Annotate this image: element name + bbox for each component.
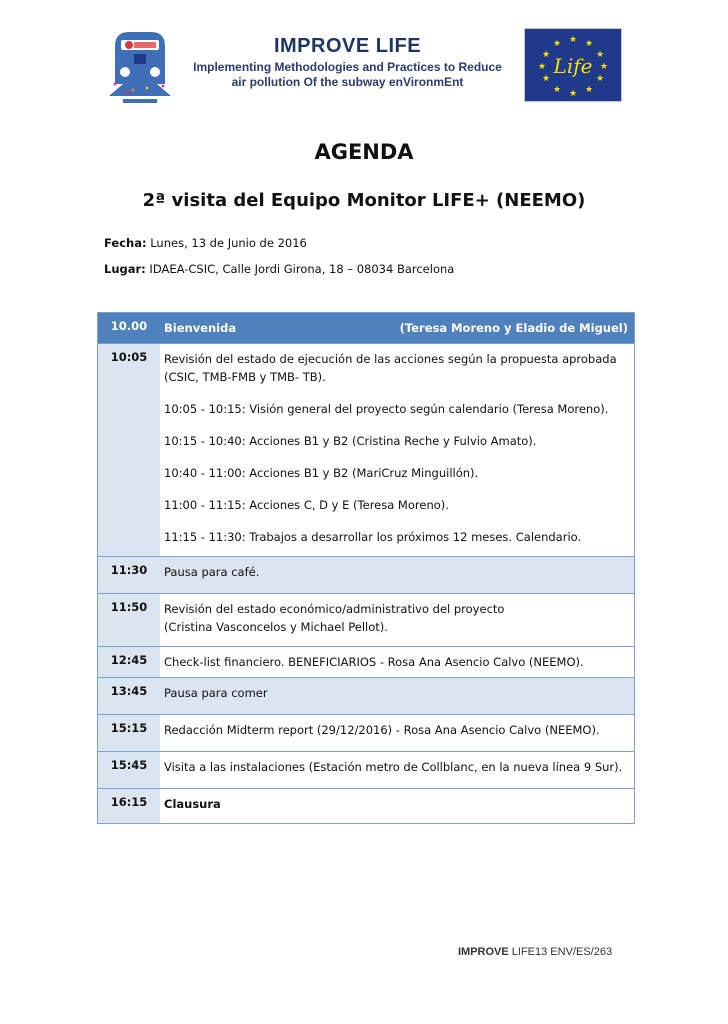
- document-footer: [458, 946, 612, 958]
- svg-text:★: ★: [599, 61, 609, 71]
- date-line: [104, 236, 307, 250]
- time-cell: 15:45: [98, 752, 160, 788]
- description-cell: Check-list financiero. BENEFICIARIOS - Rosa Ana Asencio Calvo (NEEMO).: [164, 655, 584, 669]
- date-label: Fecha:: [104, 236, 147, 250]
- place-label: Lugar:: [104, 262, 146, 276]
- svg-text:★: ★: [584, 38, 594, 48]
- welcome-title: Bienvenida: [164, 321, 237, 335]
- time-cell: 13:45: [98, 678, 160, 714]
- project-subtitle-line2: air pollution Of the subway enVironmEnt: [231, 75, 464, 89]
- sub-item: 10:05 - 10:15: Visión general del proyecto según calendario (Teresa Moreno).: [164, 402, 609, 416]
- time-cell: 10.00: [98, 313, 160, 343]
- project-title: IMPROVE LIFE: [273, 35, 422, 57]
- svg-text:Life: Life: [553, 54, 593, 78]
- place-value: IDAEA-CSIC, Calle Jordi Girona, 18 – 08034 Barcelona: [145, 262, 455, 276]
- project-title-block: [175, 34, 520, 90]
- time-cell: 11:50: [98, 594, 160, 646]
- svg-text:★: ★: [584, 84, 594, 94]
- table-row: [98, 593, 634, 646]
- table-row: [98, 343, 634, 556]
- agenda-table: [97, 312, 635, 824]
- project-subtitle-line1: Implementing Methodologies and Practices to Reduce: [193, 60, 502, 74]
- date-value: Lunes, 13 de Junio de 2016: [146, 236, 307, 250]
- sub-item: 11:00 - 11:15: Acciones C, D y E (Teresa Moreno).: [164, 498, 449, 512]
- sub-item: 10:40 - 11:00: Acciones B1 y B2 (MariCruz Minguillón).: [164, 466, 479, 480]
- description-cell: Redacción Midterm report (29/12/2016) - Rosa Ana Asencio Calvo (NEEMO).: [164, 723, 600, 737]
- svg-text:★: ★: [541, 49, 551, 59]
- place-line: [104, 262, 454, 276]
- eu-life-logo: [524, 28, 622, 102]
- table-row: [98, 677, 634, 714]
- row-text: Revisión del estado económico/administrativo del proyecto: [164, 602, 505, 616]
- description-cell: Visita a las instalaciones (Estación metro de Collblanc, en la nueva línea 9 Sur).: [164, 760, 623, 774]
- agenda-heading: AGENDA: [314, 140, 414, 164]
- improve-train-logo: [103, 26, 177, 106]
- welcome-people: (Teresa Moreno y Eladio de Miguel): [399, 321, 628, 335]
- table-row: [98, 788, 634, 823]
- svg-text:★: ★: [568, 34, 578, 44]
- row-text-2: (Cristina Vasconcelos y Michael Pellot).: [164, 620, 388, 634]
- document-header: [0, 0, 728, 110]
- description-cell: [160, 344, 634, 556]
- row-text: Revisión del estado de ejecución de las acciones según la propuesta aprobada (CSIC, TMB-FMB y TMB- TB).: [164, 352, 617, 384]
- table-row: [98, 556, 634, 593]
- time-cell: 11:30: [98, 557, 160, 593]
- table-header-row: [98, 313, 634, 343]
- time-cell: 12:45: [98, 647, 160, 677]
- description-cell: [160, 594, 634, 646]
- table-row: [98, 646, 634, 677]
- svg-text:★: ★: [552, 38, 562, 48]
- svg-text:★: ★: [595, 73, 605, 83]
- svg-text:★: ★: [537, 61, 547, 71]
- svg-text:★: ★: [568, 88, 578, 98]
- description-cell: Pausa para café.: [160, 557, 634, 593]
- table-row: [98, 751, 634, 788]
- footer-bold: IMPROVE: [458, 946, 509, 958]
- time-cell: 16:15: [98, 789, 160, 823]
- svg-text:★: ★: [541, 73, 551, 83]
- svg-text:★: ★: [595, 49, 605, 59]
- sub-item: 11:15 - 11:30: Trabajos a desarrollar los próximos 12 meses. Calendario.: [164, 530, 582, 544]
- sub-item: 10:15 - 10:40: Acciones B1 y B2 (Cristina Reche y Fulvio Amato).: [164, 434, 537, 448]
- footer-rest: LIFE13 ENV/ES/263: [508, 946, 613, 958]
- description-cell: [160, 313, 634, 343]
- time-cell: 10:05: [98, 344, 160, 556]
- description-cell: Clausura: [164, 797, 221, 811]
- svg-text:★: ★: [552, 84, 562, 94]
- description-cell: Pausa para comer: [160, 678, 634, 714]
- table-row: [98, 714, 634, 751]
- visit-title: 2ª visita del Equipo Monitor LIFE+ (NEEMO): [142, 190, 586, 211]
- time-cell: 15:15: [98, 715, 160, 751]
